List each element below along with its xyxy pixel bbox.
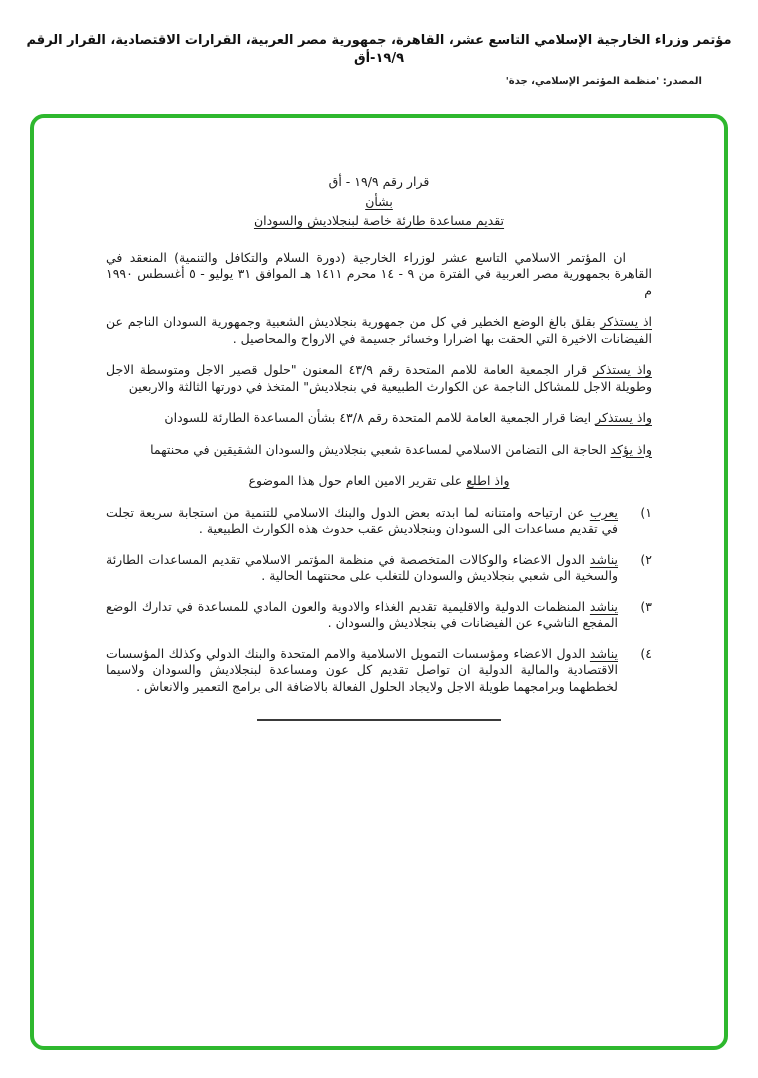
preamble-paragraph: ان المؤتمر الاسلامي التاسع عشر لوزراء الخارجية (دورة السلام والتكافل والتنمية) المنعقد في القاهرة بجمهورية مصر العربية في الفترة من ٩ - ١٤ محرم ١٤١١ هـ الموافق ٣١ يوليو - ٥ أغسطس ١٩٩٠ م [106,249,652,298]
clause-lead: اذ يستذكر [600,314,652,329]
resolution-number: قرار رقم ١٩/٩ - أق [328,174,430,189]
item-rest: عن ارتياحه وامتنانه لما ابدته بعض الدول والبنك الاسلامي للتنمية من استجابة سريعة تجلت في تقديم مساعدات الى السودان وبنجلاديش عقب حدوث هذه الكوارث الطبيعية . [106,504,618,536]
item-number: ٤) [640,645,652,661]
numbered-item [106,505,652,538]
clause-lead: واذ يؤكد [610,441,652,457]
document-title-block [106,174,652,230]
clause-lead: واذ يستذكر [595,410,652,425]
clause-paragraph [106,314,652,347]
resolution-subject: تقديم مساعدة طارئة خاصة لبنجلاديش والسودان [253,213,505,228]
numbered-item [106,599,652,632]
clause-paragraph [106,442,652,459]
header-title: مؤتمر وزراء الخارجية الإسلامي التاسع عشر، القاهرة، جمهورية مصر العربية، القرارات الاقتصادية، القرار الرقم ١٩/٩-أق [26,33,732,66]
clause-text: بقلق بالغ الوضع الخطير في كل من جمهورية بنجلاديش الشعبية وجمهورية السودان الناجم عن الفيضانات الاخيرة التي الحقت بها اضرارا وخسائر جسيمة في الارواح والمحاصيل . [106,314,652,346]
clause-text: على تقرير الامين العام حول هذا الموضوع [248,473,463,488]
item-rest: المنظمات الدولية والاقليمية تقديم الغذاء والادوية والعون المادي للمساعدة في تدارك الوضع المفجع الناشيء عن الفيضانات في بنجلاديش والسودان . [106,598,618,630]
item-lead: يناشد [589,645,618,661]
item-rest: الدول الاعضاء ومؤسسات التمويل الاسلامية والامم المتحدة والبنك الدولي وكذلك المؤسسات الاقتصادية والمالية الدولية ان تواصل تقديم كل عون ومساعدة لبنجلاديش والسودان ولاسيما لخططهما وبرامجهما طويلة الاجل ولايجاد الحلول الفعالة بالاضافة الى برامج التعمير والانعاش . [106,645,618,694]
clause-lead: واذ يستذكر [593,362,652,377]
clause-paragraph [106,362,652,395]
item-text [106,599,618,632]
item-rest: الدول الاعضاء والوكالات المتخصصة في منظمة المؤتمر الاسلامي تقديم المساعدات الطارئة والسخية الى شعبي بنجلاديش والسودان للتغلب على محنتهما الحالية . [106,551,618,583]
clause-lead: واذ اطلع [466,473,510,488]
item-text [106,505,618,538]
document-body [34,118,724,721]
item-number: ٢) [640,551,652,567]
clause-text: ايضا قرار الجمعية العامة للامم المتحدة رقم ٤٣/٨ بشأن المساعدة الطارئة للسودان [164,410,592,425]
header-source: المصدر: 'منظمة المؤتمر الإسلامي، جدة' [505,76,702,88]
numbered-item [106,552,652,585]
clause-text: قرار الجمعية العامة للامم المتحدة رقم ٤٣/٩ المعنون "حلول قصير الاجل ومتوسطة الاجل وطويلة الاجل للمشاكل الناجمة عن الكوارث الطبيعية في بنجلاديش" المتخذ في دورتها الثالثة والاربعين [106,362,652,394]
item-lead: يناشد [589,551,619,567]
item-text [106,646,618,696]
clause-text: الحاجة الى التضامن الاسلامي لمساعدة شعبي بنجلاديش والسودان الشقيقين في محنتهما [150,441,607,457]
item-lead: يعرب [589,504,618,520]
item-lead: يناشد [589,598,618,614]
item-number: ٣) [640,598,652,614]
resolution-regarding: بشأن [365,193,393,209]
document-frame [30,114,728,1050]
item-number: ١) [640,504,652,520]
page-header [0,0,758,87]
separator-line [257,719,501,721]
numbered-items [106,505,652,696]
clause-paragraph [106,410,652,427]
clause-paragraph [106,473,652,490]
item-text [106,552,618,585]
numbered-item [106,646,652,696]
